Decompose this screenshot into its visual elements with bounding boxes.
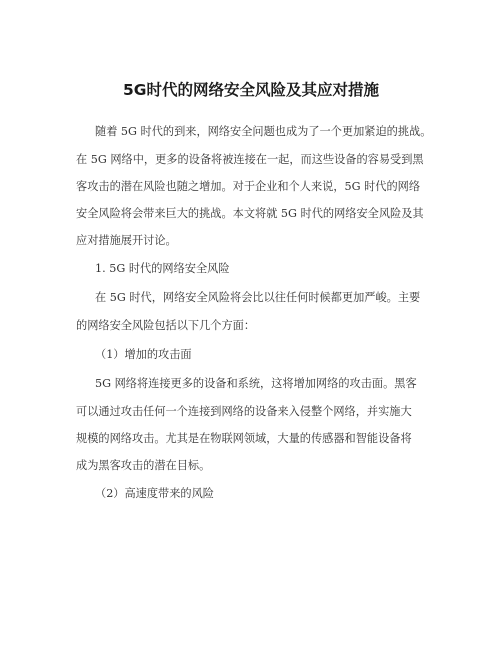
section-1-line-1: 在 5G 时代，网络安全风险将会比以往任何时候都更加严峻。主要 (95, 291, 421, 304)
subsection-2-heading: （2）高速度带来的风险 (95, 487, 214, 500)
section-1-line-2: 的网络安全风险包括以下几个方面： (76, 319, 256, 332)
intro-line-1: 随着 5G 时代的到来，网络安全问题也成为了一个更加紧迫的挑战。 (95, 125, 432, 138)
subsection-1-line-4: 成为黑客攻击的潜在目标。 (76, 459, 211, 472)
intro-line-2: 在 5G 网络中，更多的设备将被连接在一起，而这些设备的容易受到黑 (76, 153, 424, 166)
document-title: 5G时代的网络安全风险及其应对措施 (122, 81, 379, 99)
intro-line-5: 应对措施展开讨论。 (76, 234, 177, 247)
subsection-1-line-2: 可以通过攻击任何一个连接到网络的设备来入侵整个网络，并实施大 (76, 405, 412, 418)
intro-line-4: 安全风险将会带来巨大的挑战。本文将就 5G 时代的网络安全风险及其 (76, 207, 424, 220)
section-1-heading: 1. 5G 时代的网络安全风险 (95, 262, 230, 275)
subsection-1-heading: （1）增加的攻击面 (95, 348, 192, 361)
subsection-1-line-3: 规模的网络攻击。尤其是在物联网领域，大量的传感器和智能设备将 (76, 432, 412, 445)
intro-line-3: 客攻击的潜在风险也随之增加。对于企业和个人来说，5G 时代的网络 (76, 180, 421, 193)
subsection-1-line-1: 5G 网络将连接更多的设备和系统，这将增加网络的攻击面。黑客 (95, 377, 417, 390)
